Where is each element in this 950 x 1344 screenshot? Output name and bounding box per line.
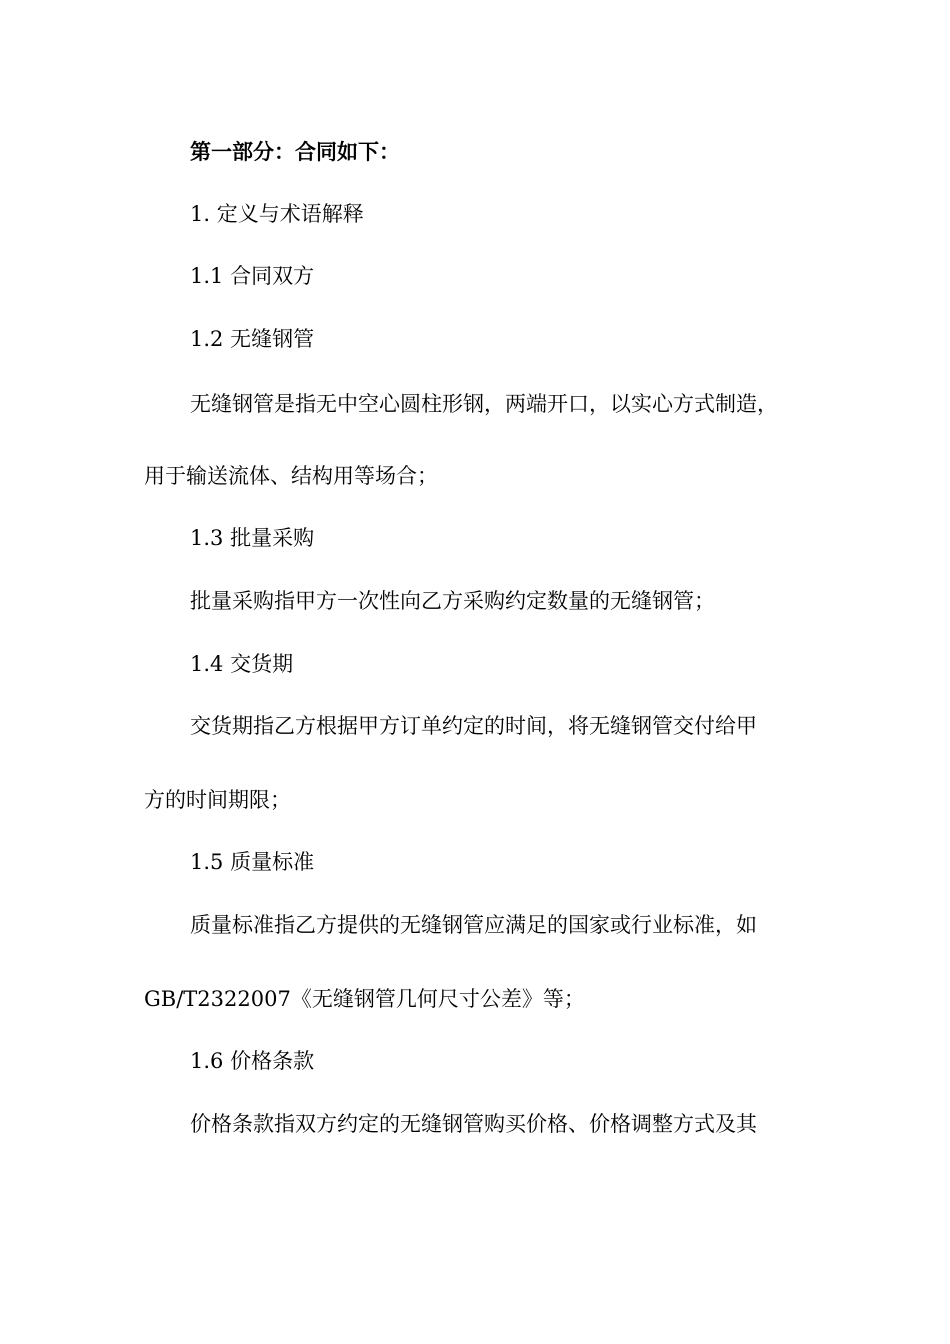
- section-1-5-body-line1: 质量标准指乙方提供的无缝钢管应满足的国家或行业标准，如: [190, 913, 757, 937]
- section-1-3-title: 1.3 批量采购: [190, 526, 315, 550]
- section-1-4-body-line2: 方的时间期限；: [144, 788, 291, 812]
- section-1-2-body-line2: 用于输送流体、结构用等场合；: [144, 464, 438, 488]
- section-1-6-title: 1.6 价格条款: [190, 1049, 315, 1073]
- section-1-2-body-line1: 无缝钢管是指无中空心圆柱形钢，两端开口，以实心方式制造，: [190, 392, 778, 416]
- section-1-2-title: 1.2 无缝钢管: [190, 327, 315, 351]
- section-1-1-title: 1.1 合同双方: [190, 264, 315, 288]
- section-1-3-body: 批量采购指甲方一次性向乙方采购约定数量的无缝钢管；: [190, 589, 715, 613]
- section-1-5-title: 1.5 质量标准: [190, 850, 315, 874]
- section-1-4-body-line1: 交货期指乙方根据甲方订单约定的时间，将无缝钢管交付给甲: [190, 714, 757, 738]
- section-1-6-body-line1: 价格条款指双方约定的无缝钢管购买价格、价格调整方式及其: [190, 1112, 757, 1136]
- section-definitions-title: 1. 定义与术语解释: [190, 202, 364, 226]
- section-1-5-body-line2: GB/T2322007《无缝钢管几何尺寸公差》等；: [144, 987, 585, 1011]
- part-heading: 第一部分：合同如下：: [190, 139, 400, 164]
- section-1-4-title: 1.4 交货期: [190, 652, 294, 676]
